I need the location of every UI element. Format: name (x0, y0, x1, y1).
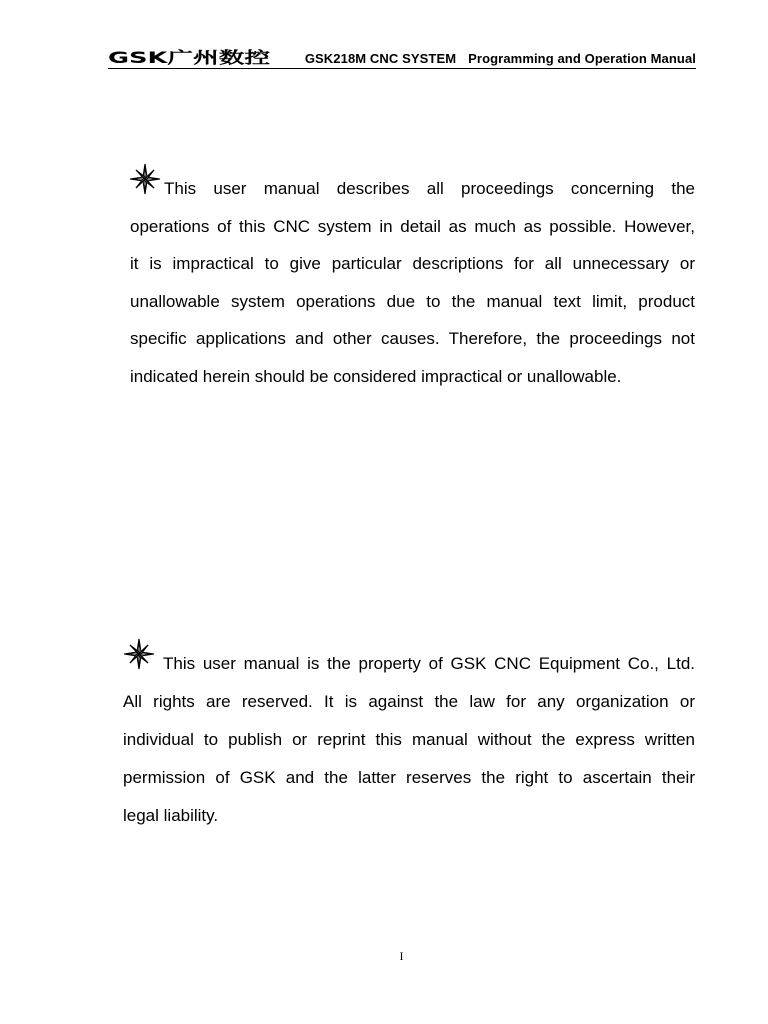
paragraph-line: individual to publish or reprint this manual without the express written (123, 730, 695, 749)
paragraph-line: operations of this CNC system in detail as much as possible. However, (130, 216, 695, 236)
paragraph-line: it is impractical to give particular descriptions for all unnecessary or (130, 254, 695, 273)
paragraph-line: All rights are reserved. It is against the law for any organization or (123, 692, 695, 711)
header-system-name: GSK218M CNC SYSTEM (304, 51, 457, 66)
paragraph-line: indicated herein should be considered impractical or unallowable. (130, 366, 622, 386)
paragraph-scope-notice (130, 170, 695, 395)
gsk-logo-text: GSK广州数控 (108, 48, 270, 66)
paragraph-line: This user manual describes all proceedings concerning the (164, 179, 695, 198)
paragraph-line: unallowable system operations due to the manual text limit, product (130, 291, 695, 311)
gsk-logo (108, 48, 272, 66)
header-manual-name: Programming and Operation Manual (468, 51, 696, 66)
paragraph-copyright-notice (123, 645, 695, 835)
page-header (108, 46, 696, 69)
paragraph-line: permission of GSK and the latter reserves the right to ascertain their (123, 768, 695, 787)
page-number: I (399, 949, 404, 963)
paragraph-line: specific applications and other causes. Therefore, the proceedings not (130, 329, 695, 348)
paragraph-line: legal liability. (123, 806, 219, 825)
header-title (305, 51, 696, 66)
paragraph-line: This user manual is the property of GSK CNC Equipment Co., Ltd. (163, 654, 695, 673)
